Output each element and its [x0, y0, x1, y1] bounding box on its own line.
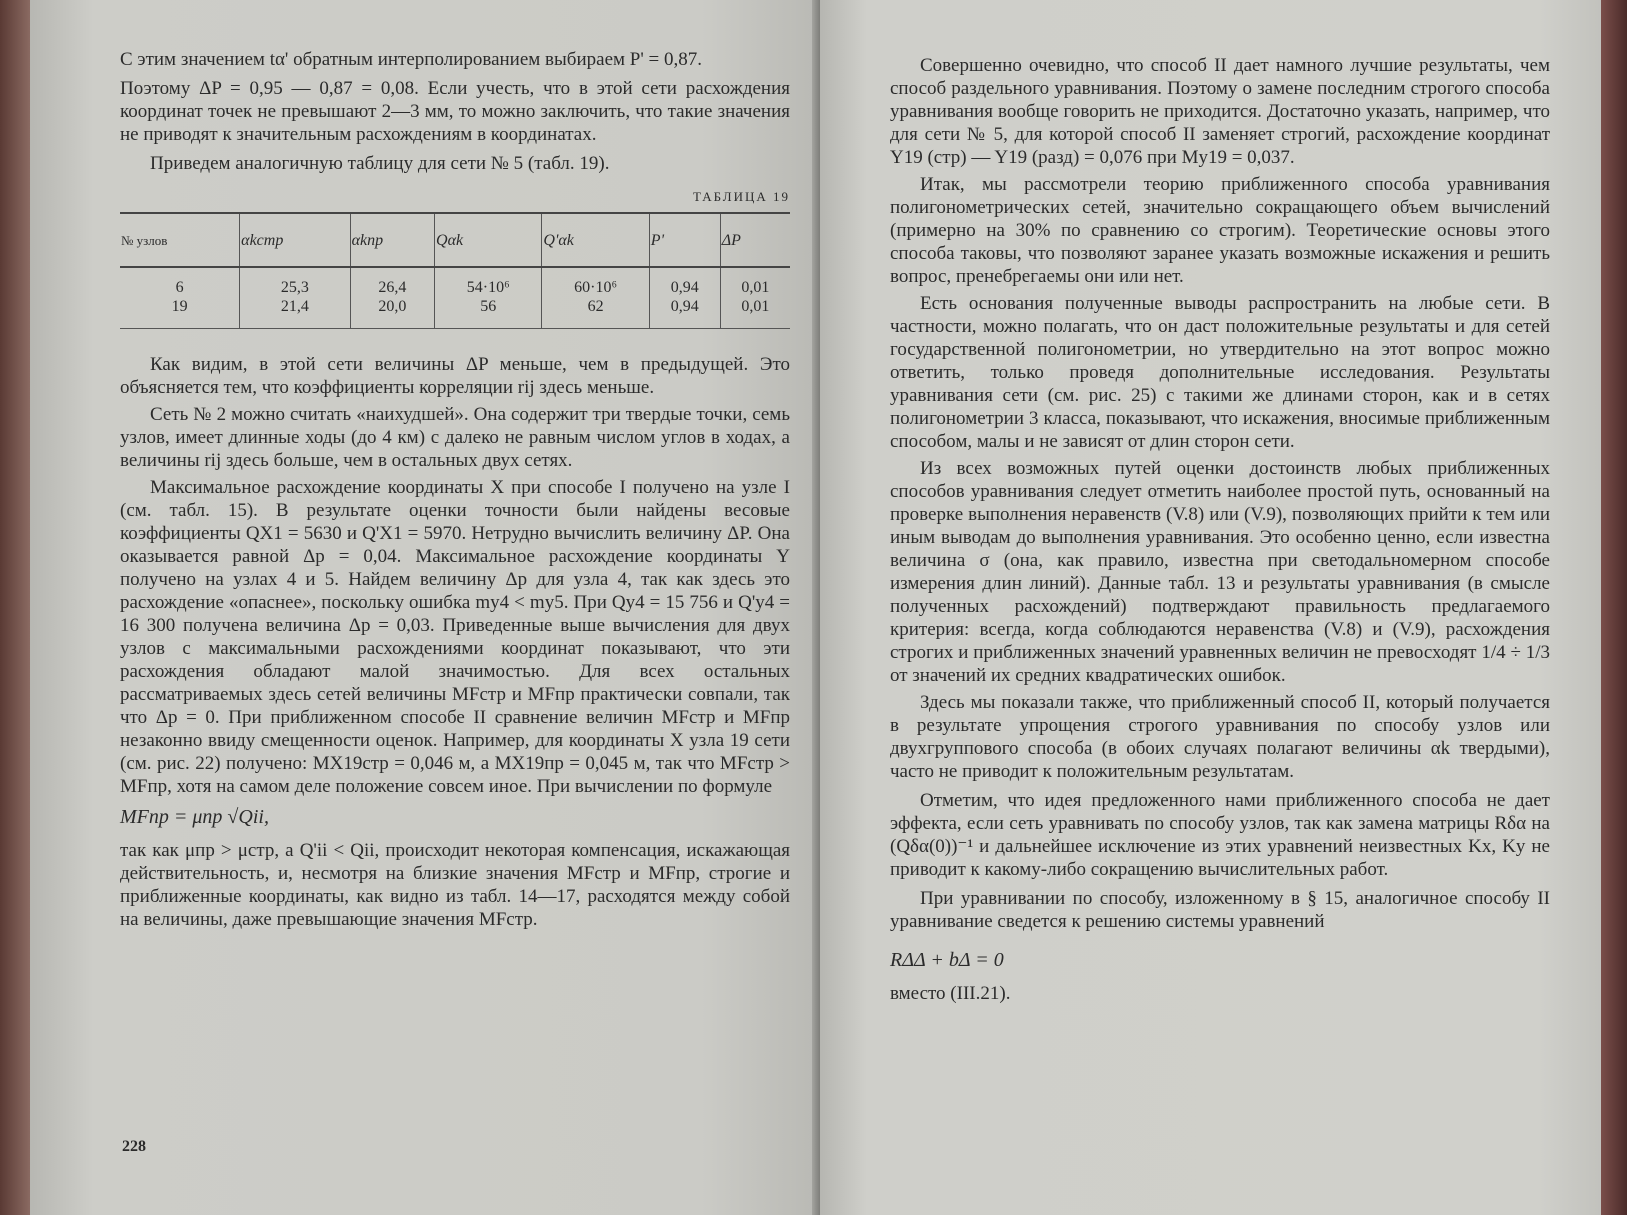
data-table [120, 212, 790, 329]
formula: MFпр = μпр √Qii, [120, 806, 269, 828]
left-page [30, 0, 820, 1215]
table-header-row [120, 213, 790, 267]
paragraph: При уравнивании по способу, изложенному в § 15, аналогичное способу II уравнивание сведется к решению системы уравнений [890, 888, 1550, 932]
table-cell: 25,3 21,4 [240, 267, 350, 329]
table-header: αkпр [350, 213, 434, 267]
table-header: P' [649, 213, 720, 267]
paragraph: Максимальное расхождение координаты X при способе I получено на узле I (см. табл. 15). В результате оценки точности были найдены весовые коэффициенты QX1 = 5630 и Q'X1 = 5970. Нетрудно вычислить величину ΔP. Она оказывается равной Δp = 0,04. Максимальное расхождение координаты Y получено на узлах 4 и 5. Найдем величину Δp для узла 4, так как здесь это расхождение «опаснее», поскольку ошибка my4 < my5. При Qy4 = 15 756 и Q'y4 = 16 300 получена величина Δp = 0,03. Приведенные выше вычисления для двух узлов с максимальными расхождениями координат показывают, что эти расхождения обладают малой значимостью. Для всех остальных рассматриваемых здесь сетей величины MFстр и MFпр практически совпали, так что Δp = 0. При приближенном способе II сравнение величин MFстр и MFпр незаконно ввиду смещенности оценок. Например, для координаты X узла 19 сети (см. рис. 22) получено: MX19стр = 0,046 м, а MX19пр = 0,045 м, так что MFстр > MFпр, хотя на самом деле положение совсем иное. При вычислении по формуле [120, 477, 790, 797]
right-page-text [890, 54, 1550, 1005]
page-number: 228 [122, 1138, 146, 1155]
paragraph: Итак, мы рассмотрели теорию приближенного способа уравнивания полигонометрических сетей, значительно сокращающего объем вычислений (примерно на 30% по сравнению со строгим). Теоретические основы этого способа таковы, что позволяют заранее указать возможные искажения и решить вопрос, пренебрегаемы они или нет. [890, 174, 1550, 287]
left-page-text [120, 48, 790, 931]
table-cell: 0,94 0,94 [649, 267, 720, 329]
paragraph: Как видим, в этой сети величины ΔP меньше, чем в предыдущей. Это объясняется тем, что коэффициенты корреляции rij здесь меньше. [120, 354, 790, 398]
book-cover-left-edge [0, 0, 30, 1215]
table-cell: 54·10⁶ 56 [435, 267, 542, 329]
paragraph: Из всех возможных путей оценки достоинств любых приближенных способов уравнивания следует отметить наиболее простой путь, основанный на проверке выполнения неравенств (V.8) или (V.9), позволяющих прийти к тем или иным выводам до выполнения уравнивания. Это особенно ценно, если известна величина σ (она, как правило, известна при светодальномерном способе измерения длин линий). Данные табл. 13 и результаты уравнивания (в смысле полученных расхождений) подтверждают правильность предлагаемого критерия: всегда, когда соблюдаются неравенства (V.8) и (V.9), расхождения строгих и приближенных значений уравненных величин не превосходят 1/4 ÷ 1/3 от значений их средних квадратических ошибок. [890, 458, 1550, 686]
table-header: Q'αk [542, 213, 649, 267]
paragraph: Совершенно очевидно, что способ II дает намного лучшие результаты, чем способ раздельного уравнивания. Поэтому о замене последним строгого способа уравнивания вообще говорить не приходится. Достаточно указать, например, что для сети № 5, для которой способ II заменяет строгий, расхождение координат Y19 (стр) — Y19 (разд) = 0,076 при My19 = 0,037. [890, 55, 1550, 168]
paragraph: Поэтому ΔP = 0,95 — 0,87 = 0,08. Если учесть, что в этой сети расхождения координат точек не превышают 2—3 мм, то можно заключить, что такие значения не приводят к значительным расхождениям в координатах. [120, 78, 790, 145]
table-cell: 26,4 20,0 [350, 267, 434, 329]
paragraph: Сеть № 2 можно считать «наихудшей». Она содержит три твердые точки, семь узлов, имеет длинные ходы (до 4 км) с далеко не равным числом углов в ходах, а величины rij здесь больше, чем в остальных двух сетях. [120, 404, 790, 471]
formula: RΔΔ + bΔ = 0 [890, 949, 1004, 971]
table-header: № узлов [120, 213, 240, 267]
book-cover-right-edge [1601, 0, 1627, 1215]
table-row [120, 267, 790, 329]
paragraph: Здесь мы показали также, что приближенный способ II, который получается в результате упрощения строгого уравнивания по способу узлов или двухгруппового способа (в обоих случаях полагают величины αk твердыми), часто не приводит к положительным результатам. [890, 692, 1550, 782]
right-page [820, 0, 1601, 1215]
paragraph: Есть основания полученные выводы распространить на любые сети. В частности, можно полагать, что он даст положительные результаты и для сетей государственной полигонометрии, но утвердительно на этот вопрос можно ответить, только проведя дополнительные исследования. Результаты уравнивания сети (см. рис. 25) с такими же длинами сторон, как и в сетях полигонометрии 3 класса, показывают, что искажения, вносимые приближенным способом, малы и не зависят от длин сторон сети. [890, 293, 1550, 452]
paragraph: Отметим, что идея предложенного нами приближенного способа не дает эффекта, если сеть уравнивать по способу узлов, так как замена матрицы Rδα на (Qδα(0))⁻¹ и дальнейшее исключение из этих уравнений неизвестных Kx, Ky не приводит к какому-либо сокращению вычислительных работ. [890, 790, 1550, 880]
table-cell: 60·10⁶ 62 [542, 267, 649, 329]
table-caption: ТАБЛИЦА 19 [692, 189, 790, 204]
paragraph: вместо (III.21). [890, 983, 1011, 1004]
table-header: αkстр [240, 213, 350, 267]
table-cell: 6 19 [120, 267, 240, 329]
table-header: Qαk [435, 213, 542, 267]
table-header: ΔP [720, 213, 790, 267]
paragraph: так как μпр > μстр, а Q'ii < Qii, происходит некоторая компенсация, искажающая действительность, и, несмотря на близкие значения MFстр и MFпр, строгие и приближенные координаты, как видно из табл. 14—17, расходятся между собой на величины, даже превышающие значения MFстр. [120, 840, 790, 930]
table-cell: 0,01 0,01 [720, 267, 790, 329]
paragraph: С этим значением tα' обратным интерполированием выбираем P' = 0,87. [120, 49, 702, 70]
paragraph: Приведем аналогичную таблицу для сети № 5 (табл. 19). [150, 153, 610, 174]
